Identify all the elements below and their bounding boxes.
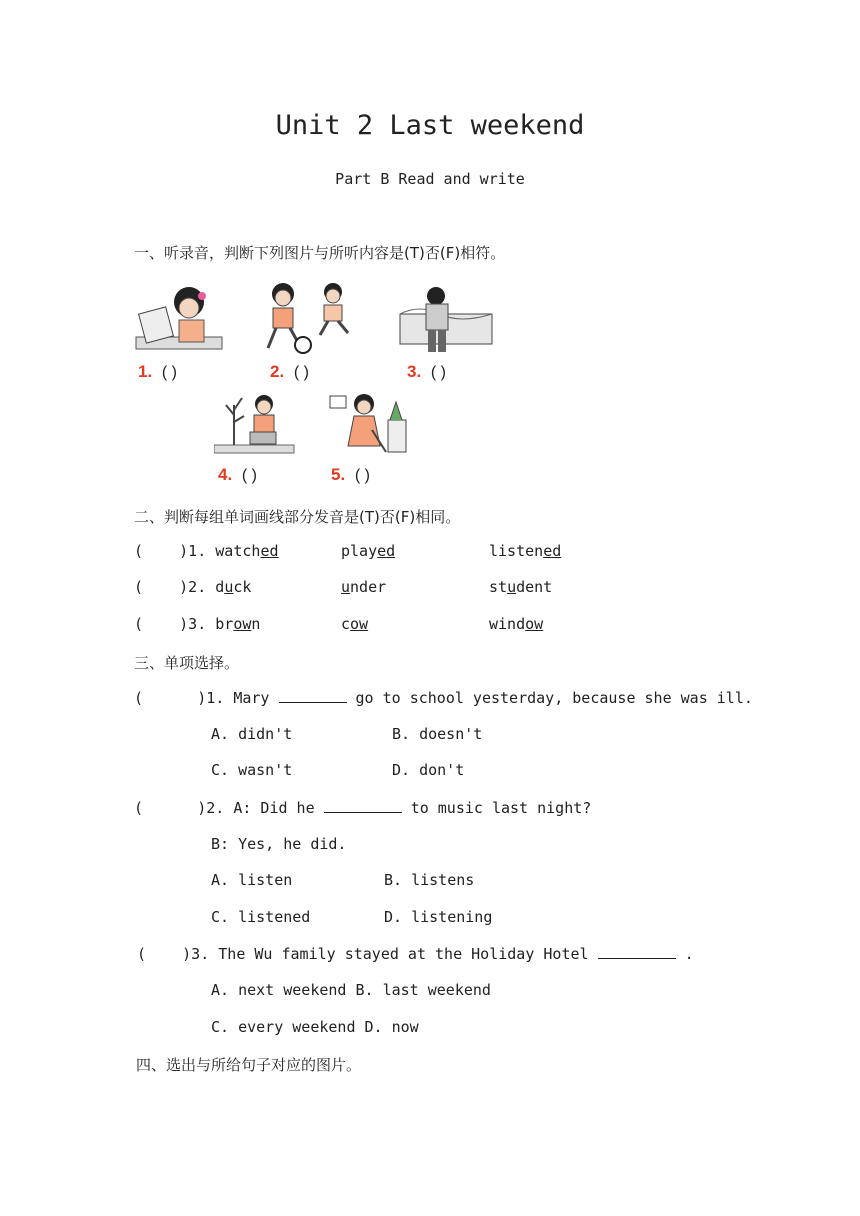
s2-row-3 [134,615,260,633]
s3-q3-options-ab[interactable]: A. next weekend B. last weekend [211,981,491,999]
s3-q3-options-cd[interactable]: C. every weekend D. now [211,1018,419,1036]
picture-1-answer[interactable]: ( ) [161,364,177,381]
s3-q2-option-b[interactable]: B. listens [384,871,475,889]
section-3-heading: 三、单项选择。 [134,654,240,672]
s3-q2-prefix: ( )2. A: Did he [134,799,324,817]
s2-row-2 [134,578,251,596]
girl-reading-book-icon [134,282,224,357]
s3-q3-blank[interactable] [598,944,676,959]
s2-row-1 [134,542,279,560]
s2-row-3-prefix: ( )3. [134,615,216,633]
s2-row-1-word2: played [341,542,396,560]
picture-4-number: 4. [218,465,233,484]
s3-q1-suffix: go to school yesterday, because she was ill. [346,689,753,707]
s3-q1-option-d[interactable]: D. don't [392,761,465,779]
section-1-heading: 一、听录音，判断下列图片与所听内容是(T)否(F)相符。 [134,244,506,262]
s3-q1-option-c[interactable]: C. wasn't [211,761,293,779]
s3-q1-option-b[interactable]: B. doesn't [392,725,483,743]
s2-row-2-word3: student [489,578,553,596]
girl-cleaning-room-icon [328,390,412,458]
s3-q2-option-a[interactable]: A. listen [211,871,293,889]
s3-question-3 [137,944,694,963]
s2-row-2-prefix: ( )2. [134,578,216,596]
s3-q2-option-d[interactable]: D. listening [384,908,493,926]
picture-3-label [407,362,446,382]
picture-3-number: 3. [407,362,422,381]
picture-5-number: 5. [331,465,346,484]
boys-playing-football-icon [258,280,368,358]
s2-row-3-word3: window [489,615,544,633]
s3-q2-suffix: to music last night? [401,799,592,817]
picture-4-answer[interactable]: ( ) [241,467,257,484]
s2-row-1-prefix: ( )1. [134,542,216,560]
boy-cleaning-bed-icon [398,284,498,356]
picture-3-answer[interactable]: ( ) [430,364,446,381]
picture-5-answer[interactable]: ( ) [354,467,370,484]
s2-row-1-word3: listened [489,542,562,560]
picture-2-answer[interactable]: ( ) [293,364,309,381]
s3-q1-blank[interactable] [279,688,347,703]
picture-1-label [138,362,177,382]
page-title: Unit 2 Last weekend [275,110,585,141]
s2-row-3-word1: brown [215,615,261,633]
picture-2-number: 2. [270,362,285,381]
picture-2-label [270,362,309,382]
s3-question-1 [134,688,753,707]
s3-q3-suffix: . [675,945,694,963]
s2-row-1-word1: watched [215,542,279,560]
s3-q2-reply: B: Yes, he did. [211,835,347,853]
picture-5-label [331,465,370,485]
s3-question-2 [134,798,591,817]
s2-row-3-word2: cow [341,615,369,633]
s3-q2-option-c[interactable]: C. listened [211,908,311,926]
s3-q1-prefix: ( )1. Mary [134,689,279,707]
boy-planting-tree-icon [214,390,296,458]
page-subtitle: Part B Read and write [335,170,525,188]
section-4-heading: 四、选出与所给句子对应的图片。 [136,1056,362,1074]
s3-q3-prefix: ( )3. The Wu family stayed at the Holiday Hotel [137,945,598,963]
s2-row-2-word1: duck [215,578,252,596]
s3-q1-option-a[interactable]: A. didn't [211,725,293,743]
section-2-heading: 二、判断每组单词画线部分发音是(T)否(F)相同。 [134,508,461,526]
picture-1-number: 1. [138,362,153,381]
s2-row-2-word2: under [341,578,387,596]
s3-q2-blank[interactable] [324,798,402,813]
picture-4-label [218,465,257,485]
